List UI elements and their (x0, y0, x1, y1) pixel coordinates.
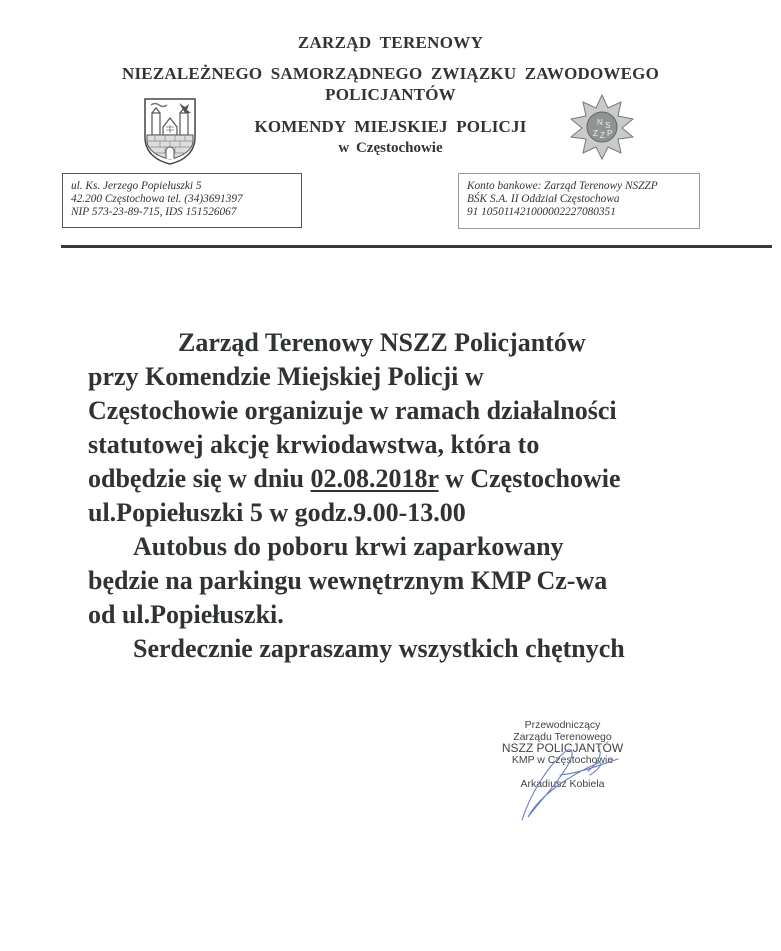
address-nip-ids: NIP 573-23-89-715, IDS 151526067 (71, 206, 237, 218)
body-line: Zarząd Terenowy NSZZ Policjantów (178, 328, 586, 357)
bank-branch: BŚK S.A. II Oddział Częstochowa (467, 193, 620, 205)
signature-union: NSZZ POLICJANTÓW (501, 741, 624, 755)
body-line: Autobus do poboru krwi zaparkowany (133, 532, 564, 561)
body-line-date (88, 462, 728, 496)
body-text: odbędzie się w dniu (88, 464, 311, 493)
body-line: będzie na parkingu wewnętrznym KMP Cz-wa (88, 566, 608, 595)
header-command: KOMENDY MIEJSKIEJ POLICJI (254, 117, 527, 136)
address-city-phone: 42.200 Częstochowa tel. (34)3691397 (71, 193, 243, 205)
svg-text:Z: Z (593, 129, 598, 138)
nszzp-badge-icon (569, 94, 635, 160)
body-line: Serdecznie zapraszamy wszystkich chętnych (133, 634, 625, 663)
svg-text:S: S (605, 121, 611, 130)
announcement-body (88, 326, 728, 666)
header-divider (61, 245, 772, 248)
event-date: 02.08.2018r (310, 464, 439, 493)
svg-text:Z: Z (600, 131, 605, 140)
signature-command: KMP w Częstochowie (511, 753, 614, 766)
address-street: ul. Ks. Jerzego Popiełuszki 5 (71, 180, 202, 192)
address-box (62, 173, 302, 228)
city-coat-of-arms-icon (143, 97, 197, 165)
body-text: w Częstochowie (438, 464, 621, 493)
body-line: od ul.Popiełuszki. (88, 600, 284, 629)
signature-title: Przewodniczący (524, 719, 601, 731)
signature-stamp (470, 720, 655, 791)
body-line: statutowej akcję krwiodawstwa, która to (88, 430, 540, 459)
bank-account-number: 91 105011421000002227080351 (467, 206, 616, 218)
body-line: ul.Popiełuszki 5 w godz.9.00-13.00 (88, 498, 466, 527)
body-line: Częstochowie organizuje w ramach działalności (88, 396, 617, 425)
header-union-name: NIEZALEŻNEGO SAMORZĄDNEGO ZWIĄZKU ZAWODOWEGO (121, 64, 660, 83)
signature-board: Zarządu Terenowego (513, 730, 612, 743)
signatory-name: Arkadiusz Kobiela (520, 778, 605, 790)
body-line: przy Komendzie Miejskiej Policji w (88, 362, 484, 391)
header-union-name-cont: POLICJANTÓW (325, 85, 456, 104)
bank-account-box (458, 173, 700, 229)
header-title: ZARZĄD TERENOWY (297, 33, 484, 52)
badge-letter: N (597, 118, 603, 127)
header-city: w Częstochowie (338, 140, 443, 156)
svg-text:P: P (607, 129, 613, 138)
bank-account-holder: Konto bankowe: Zarząd Terenowy NSZZP (467, 180, 658, 192)
